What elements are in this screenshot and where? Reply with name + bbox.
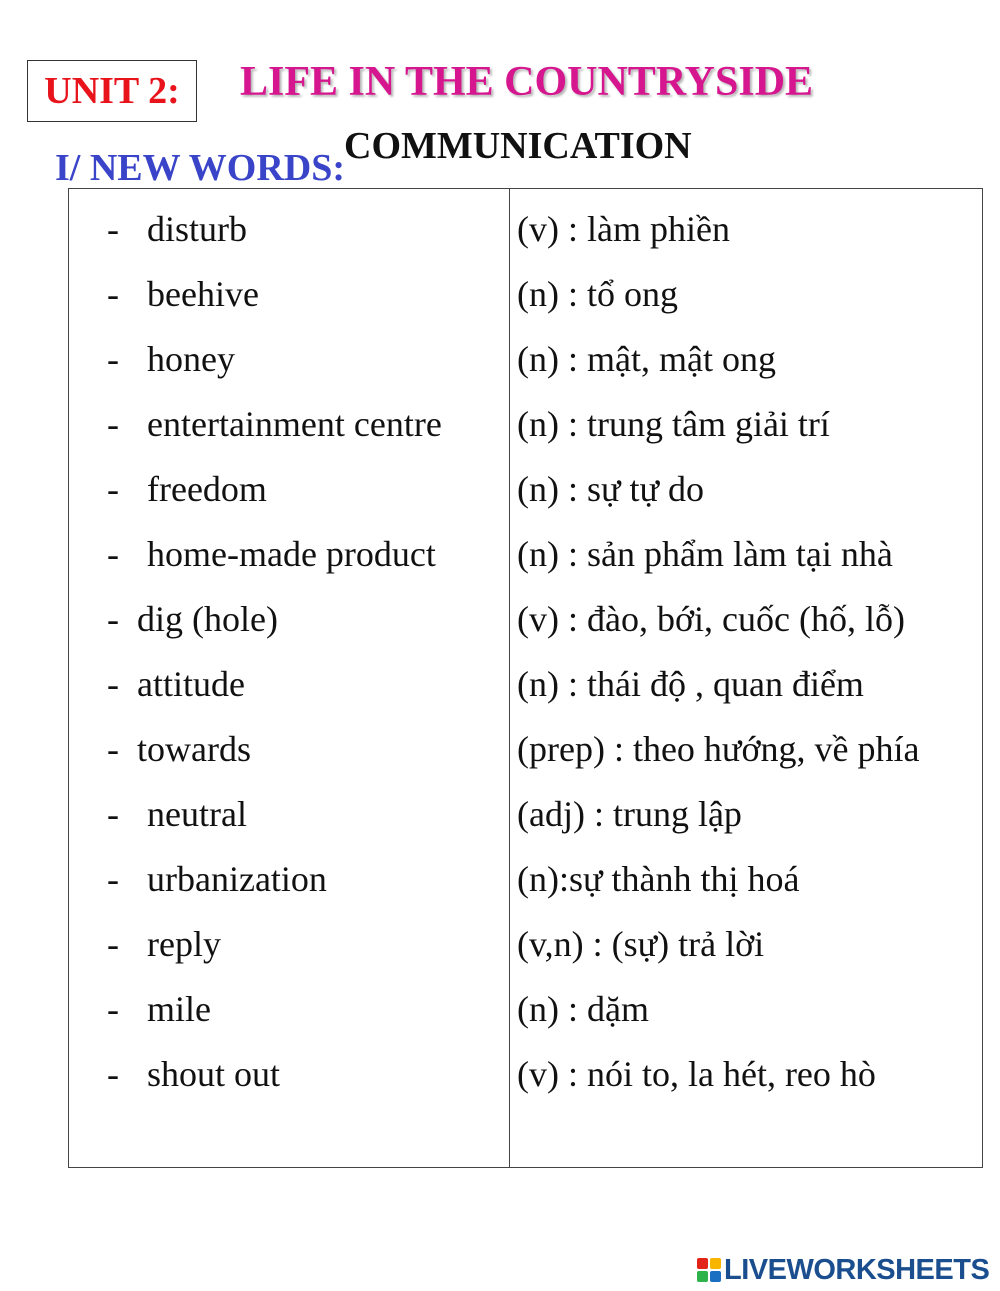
row-dash: - — [107, 534, 119, 574]
row-dash: - — [107, 664, 119, 704]
vocab-word: neutral — [147, 794, 247, 834]
vocab-word: disturb — [147, 209, 248, 249]
section-title: COMMUNICATION — [344, 125, 692, 167]
vocab-meaning: (adj) : trung lập — [517, 794, 742, 834]
vocab-meaning: (n) : sự tự do — [517, 469, 705, 509]
vocab-word: beehive — [147, 274, 259, 314]
vocab-row — [69, 327, 982, 392]
vocab-meaning: (n):sự thành thị hoá — [517, 859, 800, 899]
vocab-meaning: (v,n) : (sự) trả lời — [517, 924, 765, 964]
row-dash: - — [107, 794, 119, 834]
row-dash: - — [107, 274, 119, 314]
vocab-word: shout out — [147, 1054, 281, 1094]
vocab-word: entertainment centre — [147, 404, 442, 444]
vocab-row — [69, 782, 982, 847]
vocab-word: urbanization — [147, 859, 327, 899]
vocab-row — [69, 197, 982, 262]
vocab-meaning: (prep) : theo hướng, về phía — [517, 729, 920, 769]
vocab-row — [69, 1042, 982, 1107]
liveworksheets-logo-icon — [697, 1258, 721, 1282]
row-dash: - — [107, 469, 119, 509]
vocab-word: honey — [147, 339, 235, 379]
vocab-row — [69, 977, 982, 1042]
vocab-row — [69, 457, 982, 522]
vocab-row — [69, 912, 982, 977]
vocab-row — [69, 717, 982, 782]
vocab-meaning: (v) : làm phiền — [517, 209, 730, 249]
vocab-meaning: (n) : mật, mật ong — [517, 339, 776, 379]
vocab-meaning: (v) : đào, bới, cuốc (hố, lỗ) — [517, 599, 905, 639]
row-dash: - — [107, 599, 119, 639]
vocab-word: towards — [137, 729, 251, 769]
vocab-word: home-made product — [147, 534, 436, 574]
unit-label-box — [27, 60, 197, 122]
row-dash: - — [107, 1054, 119, 1094]
vocab-meaning: (v) : nói to, la hét, reo hò — [517, 1054, 876, 1094]
row-dash: - — [107, 924, 119, 964]
vocab-meaning: (n) : sản phẩm làm tại nhà — [517, 534, 893, 574]
row-dash: - — [107, 339, 119, 379]
row-dash: - — [107, 729, 119, 769]
vocabulary-table — [68, 188, 983, 1168]
row-dash: - — [107, 209, 119, 249]
new-words-heading: I/ NEW WORDS: — [55, 147, 345, 189]
vocab-row — [69, 392, 982, 457]
logo-text: LIVEWORKSHEETS — [724, 1253, 990, 1286]
vocab-word: mile — [147, 989, 211, 1029]
vocab-meaning: (n) : thái độ , quan điểm — [517, 664, 864, 704]
vocab-row — [69, 587, 982, 652]
vocab-meaning: (n) : trung tâm giải trí — [517, 404, 830, 444]
vocab-word: dig (hole) — [137, 599, 278, 639]
row-dash: - — [107, 859, 119, 899]
vocab-word: reply — [147, 924, 221, 964]
row-dash: - — [107, 404, 119, 444]
vocab-meaning: (n) : dặm — [517, 989, 649, 1029]
vocab-word: freedom — [147, 469, 267, 509]
vocab-row — [69, 847, 982, 912]
unit-title: LIFE IN THE COUNTRYSIDE — [240, 59, 814, 105]
unit-label: UNIT 2: — [44, 70, 180, 112]
vocab-word: attitude — [137, 664, 245, 704]
vocab-row — [69, 652, 982, 717]
row-dash: - — [107, 989, 119, 1029]
vocab-row — [69, 262, 982, 327]
liveworksheets-logo[interactable] — [697, 1254, 989, 1286]
vocab-row — [69, 522, 982, 587]
vocab-meaning: (n) : tổ ong — [517, 274, 678, 314]
